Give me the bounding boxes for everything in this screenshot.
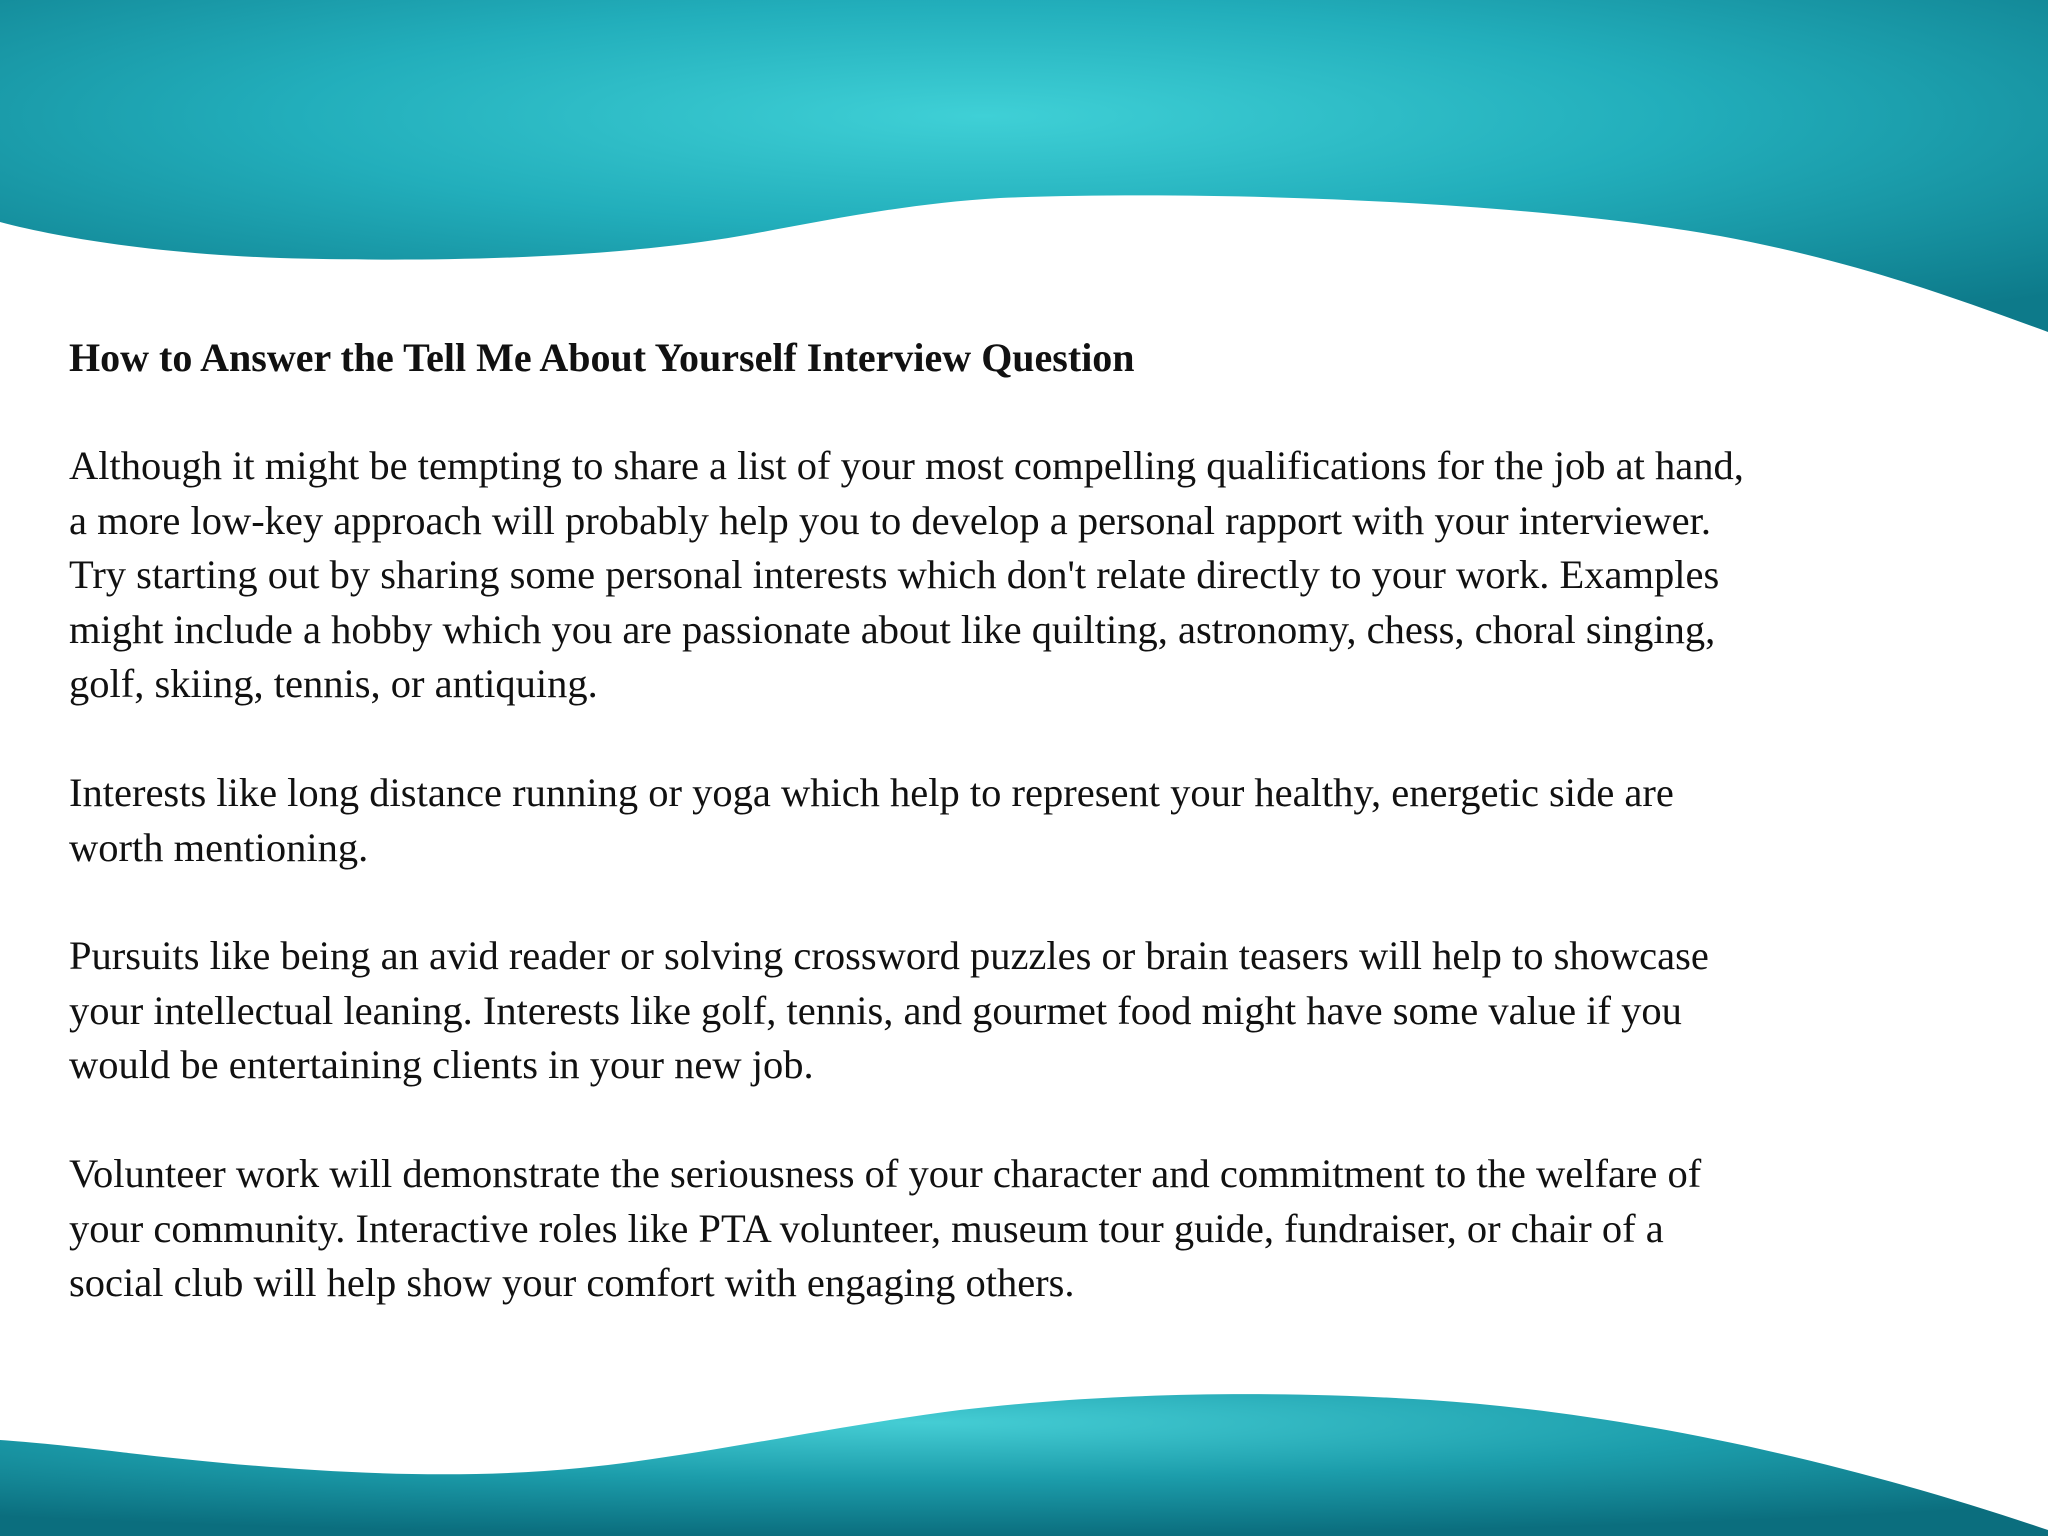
bottom-wave-decoration — [0, 1316, 2048, 1536]
paragraph-3: Pursuits like being an avid reader or solving crossword puzzles or brain teasers will help to showcase your intellectual leaning. Interests like golf, tennis, and gourmet food might have some value if you would be entertaining clients in your new job. — [69, 933, 1709, 1088]
paragraph-1: Although it might be tempting to share a list of your most compelling qualifications for the job at hand, a more low-key approach will probably help you to develop a personal rapport with your interviewer. Try starting out by sharing some personal interests which don't relate directly to your work. Examples might include a hobby which you are passionate about like quilting, astronomy, chess, choral singing, golf, skiing, tennis, or antiquing. — [69, 443, 1744, 707]
paragraph-2: Interests like long distance running or yoga which help to represent your healthy, energetic side are worth mentioning. — [69, 769, 1674, 870]
paragraph-4: Volunteer work will demonstrate the seriousness of your character and commitment to the welfare of your community. Interactive roles like PTA volunteer, museum tour guide, fundraiser, or chair of a social club will help show your comfort with engaging others. — [69, 1150, 1702, 1306]
top-wave-decoration — [0, 0, 2048, 340]
document-title: How to Answer the Tell Me About Yourself Interview Question — [69, 335, 1135, 380]
document-body — [69, 331, 1969, 1311]
